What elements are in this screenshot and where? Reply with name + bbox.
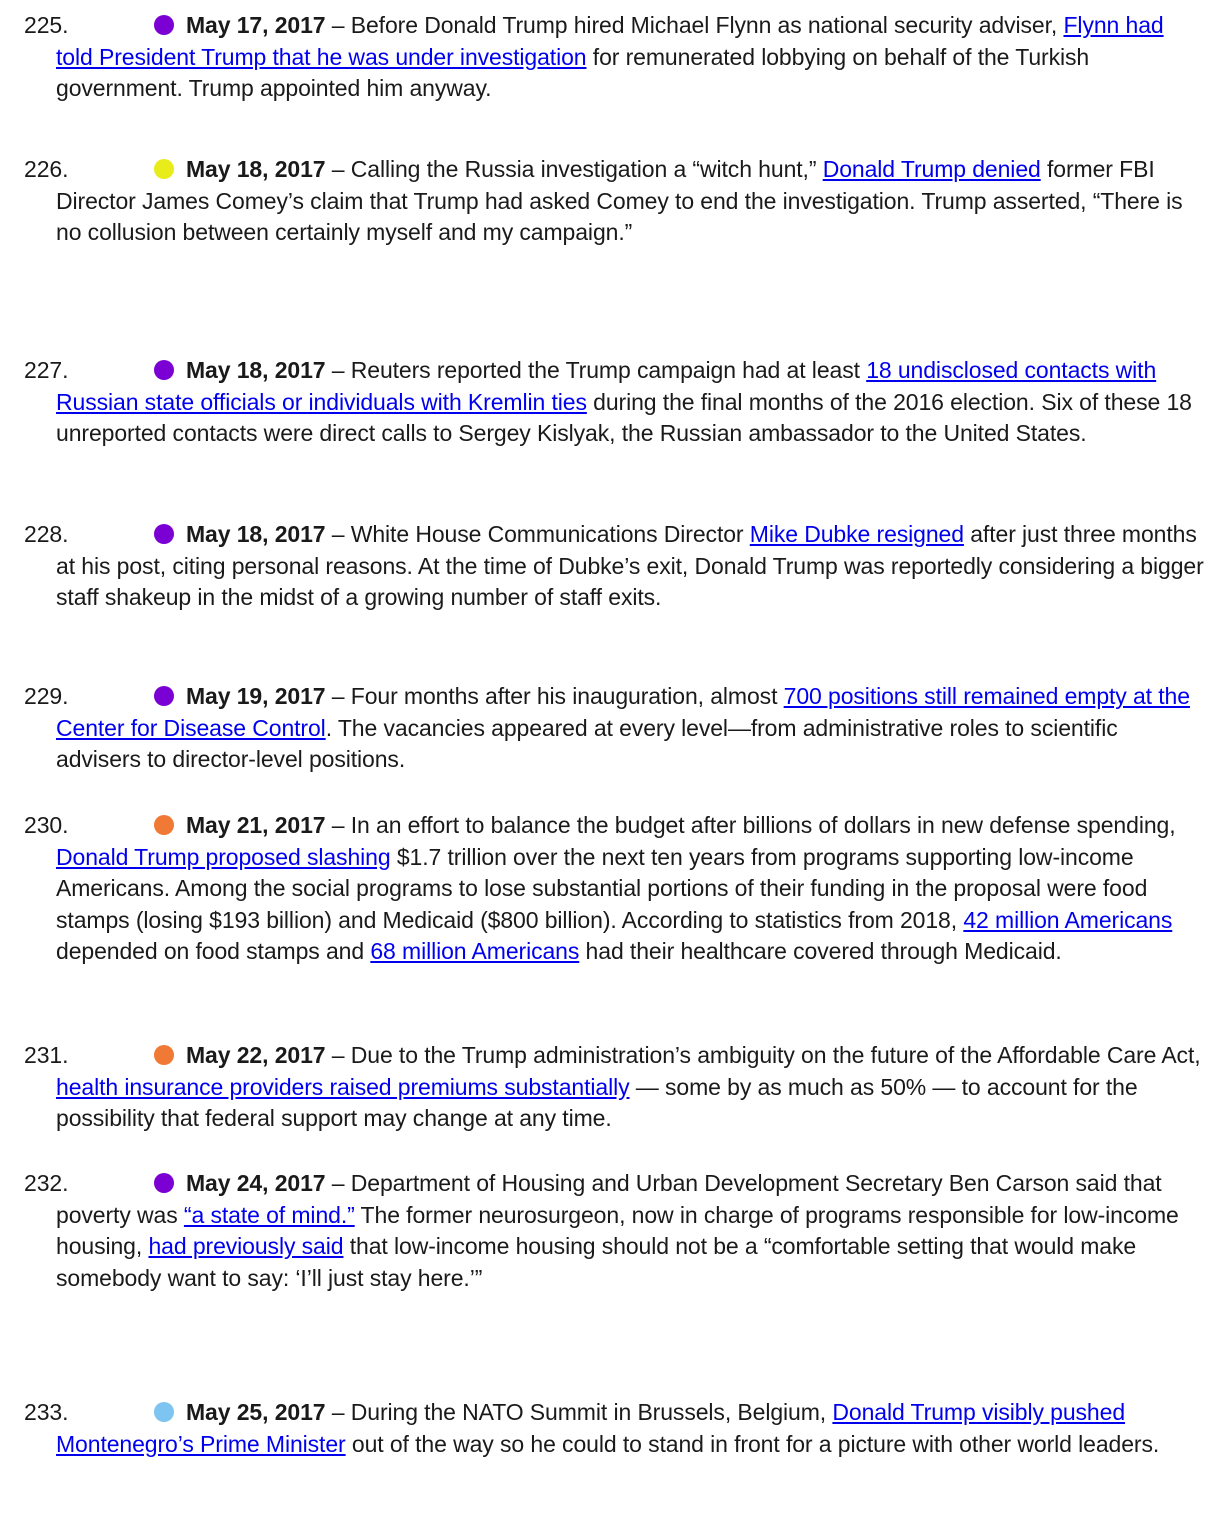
source-link[interactable]: 42 million Americans bbox=[963, 906, 1173, 933]
entry-text-segment: – Department of Housing and Urban Development Secretary Ben Carson said that poverty was bbox=[56, 1170, 1162, 1228]
entry-number: 225. bbox=[24, 12, 69, 38]
entry-date: May 18, 2017 bbox=[186, 357, 326, 383]
entry-number: 229. bbox=[24, 683, 69, 709]
entry-text-segment: former FBI Director James Comey’s claim that Trump had asked Comey to end the investigation. Trump asserted, “There is no collusion between certainly myself and my campaign.” bbox=[56, 156, 1183, 245]
entry-text bbox=[56, 519, 1206, 614]
entry-number: 226. bbox=[24, 156, 69, 182]
entry-text-segment: that low-income housing should not be a “comfortable setting that would make somebody want to say: ‘I’ll just stay here.’” bbox=[56, 1233, 1137, 1291]
source-link[interactable]: 18 undisclosed contacts with Russian state officials or individuals with Kremlin ties bbox=[56, 357, 1157, 415]
entry-text bbox=[56, 355, 1206, 450]
entry-text-segment: for remunerated lobbying on behalf of the Turkish government. Trump appointed him anyway. bbox=[56, 43, 1090, 101]
entry-text-segment: – In an effort to balance the budget after billions of dollars in new defense spending, bbox=[325, 812, 1176, 838]
entry-text bbox=[56, 10, 1206, 105]
entry-date: May 17, 2017 bbox=[186, 12, 326, 38]
entry-text-segment: – Before Donald Trump hired Michael Flynn as national security adviser, bbox=[325, 12, 1064, 38]
entry-number: 231. bbox=[24, 1042, 69, 1068]
entry-text-segment: The former neurosurgeon, now in charge of programs responsible for low-income housing, bbox=[56, 1201, 1179, 1259]
entry-text-segment: during the final months of the 2016 election. Six of these 18 unreported contacts were direct calls to Sergey Kislyak, the Russian ambassador to the United States. bbox=[56, 388, 1192, 446]
entry-date: May 24, 2017 bbox=[186, 1170, 326, 1196]
entry-number: 227. bbox=[24, 357, 69, 383]
entry-text-segment: – Calling the Russia investigation a “witch hunt,” bbox=[325, 156, 823, 182]
entry-text bbox=[56, 681, 1206, 776]
entry-text bbox=[56, 1168, 1206, 1294]
entry-text-segment: had their healthcare covered through Medicaid. bbox=[579, 938, 1062, 964]
entry-text-segment: $1.7 trillion over the next ten years from programs supporting low-income Americans. Among the social programs to lose substantial portions of their funding in the proposal were food stamps (losing $193 billion) and Medicaid ($800 billion). According to statistics from 2018, bbox=[56, 843, 1148, 933]
source-link[interactable]: health insurance providers raised premiums substantially bbox=[56, 1073, 630, 1100]
entry-number: 230. bbox=[24, 812, 69, 838]
entry-date: May 25, 2017 bbox=[186, 1399, 326, 1425]
entry-text-segment: – Four months after his inauguration, almost bbox=[325, 683, 784, 709]
entry-number: 233. bbox=[24, 1399, 69, 1425]
entry-text-segment: . The vacancies appeared at every level—from administrative roles to scientific advisers to director-level positions. bbox=[56, 714, 1118, 772]
entry-date: May 18, 2017 bbox=[186, 521, 326, 547]
entry-date: May 22, 2017 bbox=[186, 1042, 326, 1068]
source-link[interactable]: Flynn had told President Trump that he was under investigation bbox=[56, 12, 1164, 70]
source-link[interactable]: “a state of mind.” bbox=[183, 1201, 355, 1228]
entry-text bbox=[56, 154, 1206, 249]
entry-text bbox=[56, 810, 1206, 968]
entry-date: May 18, 2017 bbox=[186, 156, 326, 182]
source-link[interactable]: Mike Dubke resigned bbox=[749, 521, 964, 547]
entry-text-segment: – White House Communications Director bbox=[325, 521, 750, 547]
entry-date: May 19, 2017 bbox=[186, 683, 326, 709]
source-link[interactable]: 68 million Americans bbox=[370, 938, 580, 964]
entry-text-segment: – Due to the Trump administration’s ambiguity on the future of the Affordable Care Act, bbox=[325, 1042, 1201, 1068]
source-link[interactable]: had previously said bbox=[148, 1233, 344, 1259]
entry-text bbox=[56, 1040, 1206, 1135]
entry-text-segment: — some by as much as 50% — to account for the possibility that federal support may change at any time. bbox=[56, 1073, 1138, 1131]
entry-text-segment: – Reuters reported the Trump campaign had at least bbox=[325, 357, 867, 383]
source-link[interactable]: 700 positions still remained empty at the Center for Disease Control bbox=[56, 683, 1190, 741]
entry-number: 228. bbox=[24, 521, 69, 547]
entry-number: 232. bbox=[24, 1170, 69, 1196]
entry-text bbox=[56, 1397, 1206, 1460]
source-link[interactable]: Donald Trump proposed slashing bbox=[56, 843, 391, 870]
entry-text-segment: after just three months at his post, citing personal reasons. At the time of Dubke’s exit, Donald Trump was reportedly considering a bigger staff shakeup in the midst of a growing number of staff exits. bbox=[56, 521, 1204, 610]
entry-text-segment: out of the way so he could to stand in front for a picture with other world leaders. bbox=[345, 1430, 1160, 1457]
entry-date: May 21, 2017 bbox=[186, 812, 326, 838]
entry-text-segment: – During the NATO Summit in Brussels, Belgium, bbox=[325, 1399, 833, 1425]
source-link[interactable]: Donald Trump visibly pushed Montenegro’s Prime Minister bbox=[56, 1399, 1126, 1457]
entry-text-segment: depended on food stamps and bbox=[56, 938, 371, 964]
source-link[interactable]: Donald Trump denied bbox=[822, 156, 1041, 182]
